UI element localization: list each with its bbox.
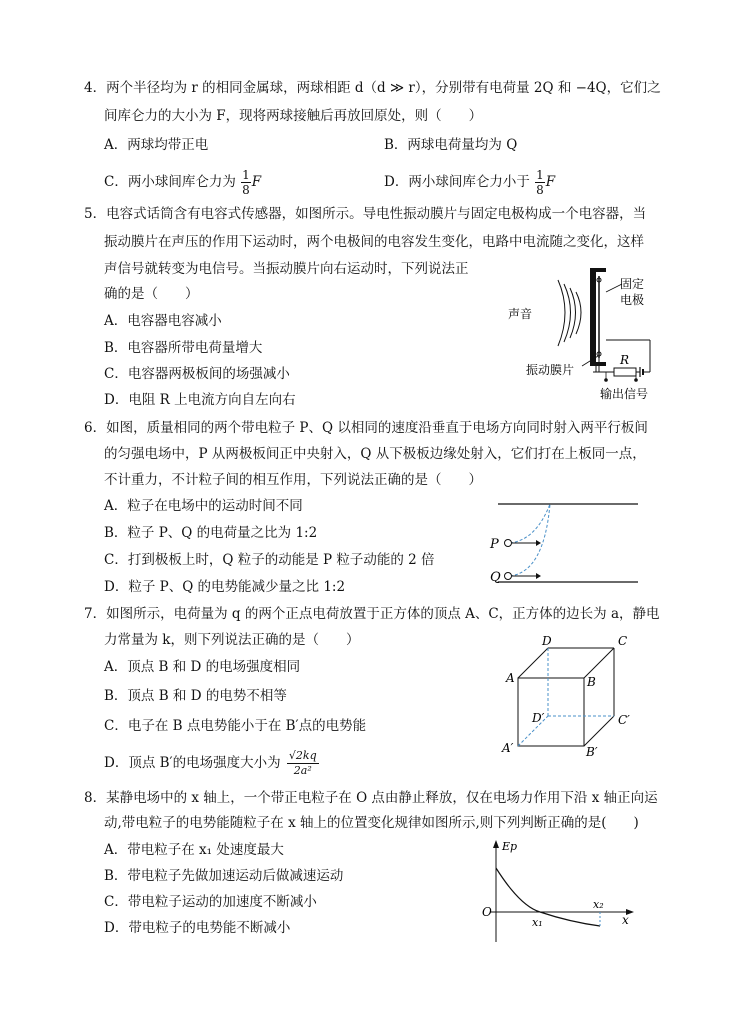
- vertex-d-label: D: [542, 634, 552, 648]
- fixed-electrode-label-2: 电极: [620, 293, 645, 307]
- vertex-b1-label: B′: [586, 745, 598, 759]
- q5-stem-line1: 5．电容式话筒含有电容式传感器，如图所示。导电性振动膜片与固定电极构成一个电容器，当: [84, 206, 647, 222]
- fraction-denominator: 2a²: [293, 764, 312, 777]
- q8-stem-line2: 动,带电粒子的电势能随粒子在 x 轴上的位置变化规律如图所示,则下列判断正确的是( ): [104, 815, 639, 831]
- q6-option-b: B．粒子 P、Q 的电荷量之比为 1:2: [104, 525, 318, 541]
- vertex-a-label: A: [506, 671, 515, 685]
- fixed-electrode-label-1: 固定: [620, 277, 645, 291]
- q4-option-d: [384, 168, 555, 197]
- ep-axis-label: Ep: [502, 840, 518, 853]
- vertex-d1-label: D′: [532, 711, 545, 725]
- q6-option-a: A．粒子在电场中的运动时间不同: [104, 498, 303, 514]
- q6-option-d: D．粒子 P、Q 的电势能减少量之比 1:2: [104, 579, 346, 595]
- particle-q-label: Q: [490, 570, 501, 585]
- fraction-denominator: 8: [242, 183, 250, 197]
- x2-label: x₂: [593, 898, 604, 911]
- cube-figure: [496, 634, 646, 764]
- fraction-numerator: 1: [242, 168, 250, 182]
- sound-label: 声音: [508, 307, 533, 321]
- vertex-c-label: C: [618, 634, 628, 648]
- fraction-numerator: √2kq: [288, 749, 317, 762]
- q7-option-d-text: D．顶点 B′的电场强度大小为: [104, 755, 281, 771]
- q5-stem-line4: 确的是（ ）: [104, 286, 199, 302]
- q4-option-d-text: D．两小球间库仑力小于: [384, 174, 530, 190]
- q6-stem-line2: 的匀强电场中，P 从两极板间正中央射入，Q 从下极板边缘处射入，它们打在上板同一点，: [104, 446, 646, 462]
- q4-option-c-text: C．两小球间库仑力为: [104, 174, 236, 190]
- fraction-suffix: F: [545, 174, 556, 190]
- q6-stem-line3: 不计重力，不计粒子间的相互作用，下列说法正确的是（ ）: [104, 472, 482, 488]
- q8-option-d: D．带电粒子的电势能不断减小: [104, 920, 291, 936]
- q5-option-b: B．电容器所带电荷量增大: [104, 340, 263, 356]
- q5-option-a: A．电容器电容减小: [104, 313, 222, 329]
- resistor-label: R: [620, 353, 630, 367]
- fraction: [287, 749, 319, 778]
- fraction-denominator: 8: [536, 183, 544, 197]
- x1-label: x₁: [532, 916, 543, 929]
- q6-stem-line1: 6．如图，质量相同的两个带电粒子 P、Q 以相同的速度沿垂直于电场方向同时射入两平行板间: [84, 420, 648, 436]
- q5-stem-line3: 声信号就转变为电信号。当振动膜片向右运动时，下列说法正: [104, 261, 469, 277]
- q8-option-b: B．带电粒子先做加速运动后做减速运动: [104, 868, 344, 884]
- fraction-suffix: F: [251, 174, 262, 190]
- fraction: [241, 168, 251, 197]
- parallel-plates-figure: [486, 494, 646, 590]
- q4-option-b: B．两球电荷量均为 Q: [384, 137, 518, 153]
- fraction-numerator: 1: [536, 168, 544, 182]
- q8-option-c: C．带电粒子运动的加速度不断减小: [104, 894, 317, 910]
- q4-stem-line2: 间库仑力的大小为 F，现将两球接触后再放回原处，则（ ）: [104, 108, 483, 124]
- q4-option-a: A．两球均带正电: [104, 137, 209, 153]
- q6-option-c: C．打到极板上时，Q 粒子的动能是 P 粒子动能的 2 倍: [104, 552, 435, 568]
- q8-option-a: A．带电粒子在 x₁ 处速度最大: [104, 842, 284, 858]
- q5-stem-line2: 振动膜片在声压的作用下运动时，两个电极间的电容发生变化，电路中电流随之变化，这样: [104, 234, 644, 250]
- q7-option-a: A．顶点 B 和 D 的电场强度相同: [104, 659, 301, 675]
- q4-option-c: [104, 168, 261, 197]
- x-axis-label: x: [622, 913, 629, 927]
- q7-stem-line2: 力常量为 k，则下列说法正确的是（ ）: [104, 632, 360, 648]
- origin-label: O: [482, 905, 492, 919]
- q4-stem-line1: 4．两个半径均为 r 的相同金属球，两球相距 d（d ≫ r），分别带有电荷量 2Q 和 −4Q，它们之: [84, 80, 661, 96]
- q7-option-b: B．顶点 B 和 D 的电势不相等: [104, 688, 287, 704]
- particle-p-label: P: [490, 537, 499, 552]
- q5-option-d: D．电阻 R 上电流方向自左向右: [104, 392, 296, 408]
- vertex-b-label: B: [587, 675, 596, 689]
- vertex-c1-label: C′: [618, 713, 630, 727]
- fraction: [535, 168, 545, 197]
- potential-energy-graph: [480, 838, 640, 946]
- q7-option-c: C．电子在 B 点电势能小于在 B′点的电势能: [104, 718, 367, 734]
- q7-stem-line1: 7．如图所示，电荷量为 q 的两个正点电荷放置于正方体的顶点 A、C，正方体的边长为 a，静电: [84, 606, 660, 622]
- vertex-a1-label: A′: [502, 741, 514, 755]
- q7-option-d: [104, 749, 321, 778]
- microphone-figure: [500, 262, 670, 404]
- membrane-label: 振动膜片: [526, 363, 575, 377]
- output-signal-label: 输出信号: [600, 387, 649, 401]
- q5-option-c: C．电容器两极板间的场强减小: [104, 366, 290, 382]
- q8-stem-line1: 8．某静电场中的 x 轴上，一个带正电粒子在 O 点由静止释放，仅在电场力作用下沿 x 轴正向运: [84, 790, 658, 806]
